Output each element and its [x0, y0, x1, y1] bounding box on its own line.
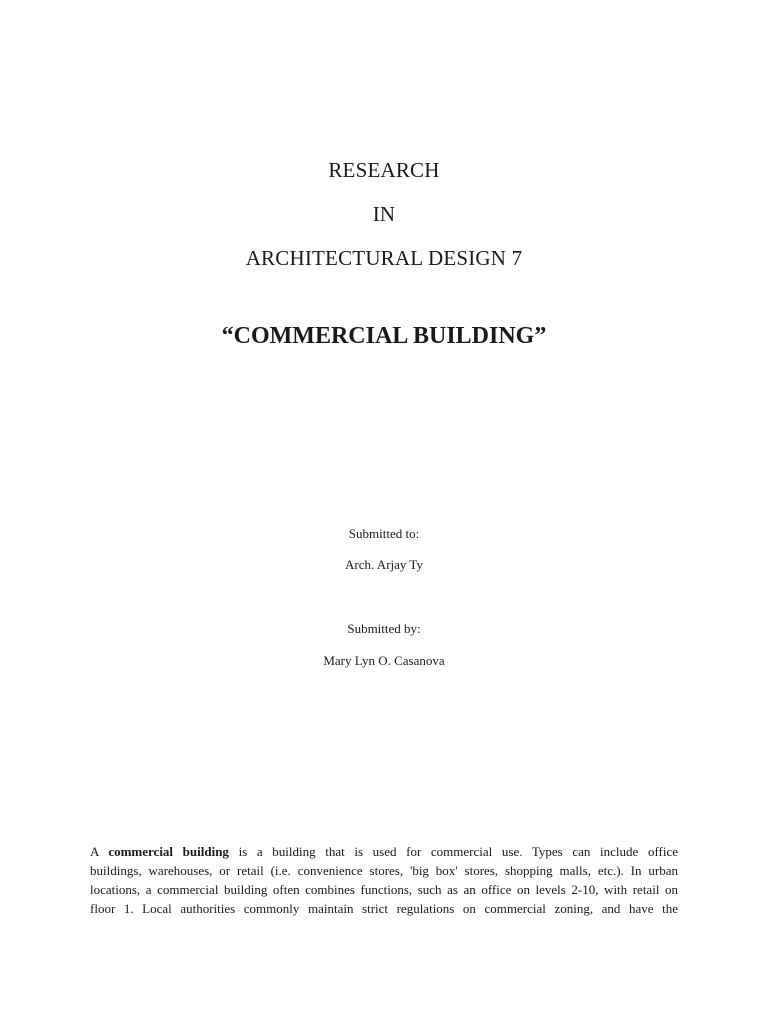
heading-course: ARCHITECTURAL DESIGN 7	[245, 246, 523, 270]
submitted-by-name: Mary Lyn O. Casanova	[323, 653, 445, 668]
submitted-to-label: Submitted to:	[348, 526, 420, 541]
submitted-by-label: Submitted by:	[347, 621, 421, 636]
intro-paragraph	[90, 842, 678, 918]
paragraph-line-1	[90, 842, 678, 861]
paragraph-line-4: floor 1. Local authorities commonly maintain strict regulations on commercial zoning, and have the	[90, 901, 678, 916]
submitted-to-name: Arch. Arjay Ty	[345, 557, 423, 572]
heading-research: RESEARCH	[328, 158, 440, 182]
paragraph-line-3: locations, a commercial building often combines functions, such as an office on levels 2-10, with retail on	[90, 882, 678, 897]
lead-prefix: A	[90, 844, 109, 859]
line1-rest: is a building that is used for commercial use. Types can include office	[228, 844, 679, 859]
lead-term: commercial building	[108, 844, 229, 859]
paragraph-line-2: buildings, warehouses, or retail (i.e. convenience stores, 'big box' stores, shopping malls, etc.). In urban	[90, 863, 678, 878]
document-title: “COMMERCIAL BUILDING”	[221, 323, 547, 349]
heading-in: IN	[372, 202, 396, 226]
